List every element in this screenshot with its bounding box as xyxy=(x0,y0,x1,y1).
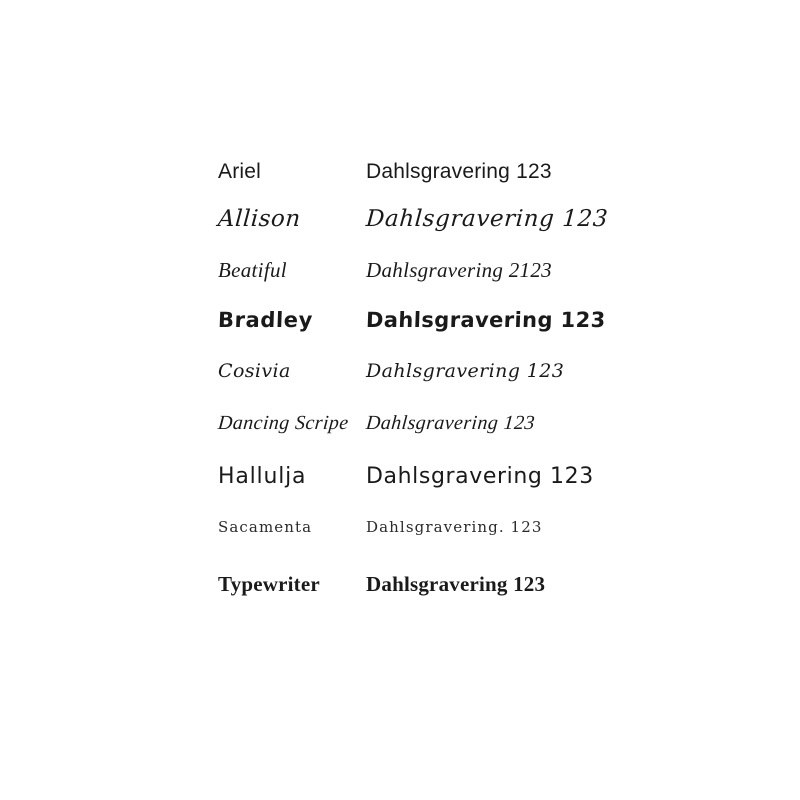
font-name-bradley: Bradley xyxy=(217,308,314,332)
font-sample-row-cosivia xyxy=(0,360,800,412)
font-name-cosivia: Cosivia xyxy=(218,360,291,382)
font-sample-text-sacamenta: Dahlsgravering. 123 xyxy=(366,518,543,536)
font-sample-text-beatiful: Dahlsgravering 2123 xyxy=(366,258,552,282)
font-sample-text-cosivia: Dahlsgravering 123 xyxy=(366,360,565,382)
font-name-ariel: Ariel xyxy=(218,160,262,183)
font-sample-row-bradley xyxy=(0,308,800,360)
font-name-beatiful: Beatiful xyxy=(218,258,287,282)
font-sample-text-hallulja: Dahlsgravering 123 xyxy=(366,464,594,489)
font-sample-text-typewriter: Dahlsgravering 123 xyxy=(366,572,546,596)
font-sample-row-ariel xyxy=(0,160,800,206)
font-sample-row-dancing-scripe xyxy=(0,412,800,464)
font-sample-text-ariel: Dahlsgravering 123 xyxy=(366,160,552,183)
font-name-dancing-scripe: Dancing Scripe xyxy=(217,412,350,434)
font-sample-row-sacamenta xyxy=(0,518,800,572)
font-sample-table xyxy=(0,160,800,620)
font-name-allison: Allison xyxy=(217,206,302,232)
font-sample-row-hallulja xyxy=(0,464,800,518)
font-name-sacamenta: Sacamenta xyxy=(218,518,313,536)
font-sample-text-bradley: Dahlsgravering 123 xyxy=(365,308,607,332)
font-name-typewriter: Typewriter xyxy=(218,572,320,596)
font-sample-text-allison: Dahlsgravering 123 xyxy=(365,206,609,232)
font-name-hallulja: Hallulja xyxy=(218,464,307,489)
font-sample-text-dancing-scripe: Dahlsgravering 123 xyxy=(365,412,536,434)
font-sample-row-allison xyxy=(0,206,800,258)
font-sample-row-beatiful xyxy=(0,258,800,308)
font-sample-row-typewriter xyxy=(0,572,800,620)
